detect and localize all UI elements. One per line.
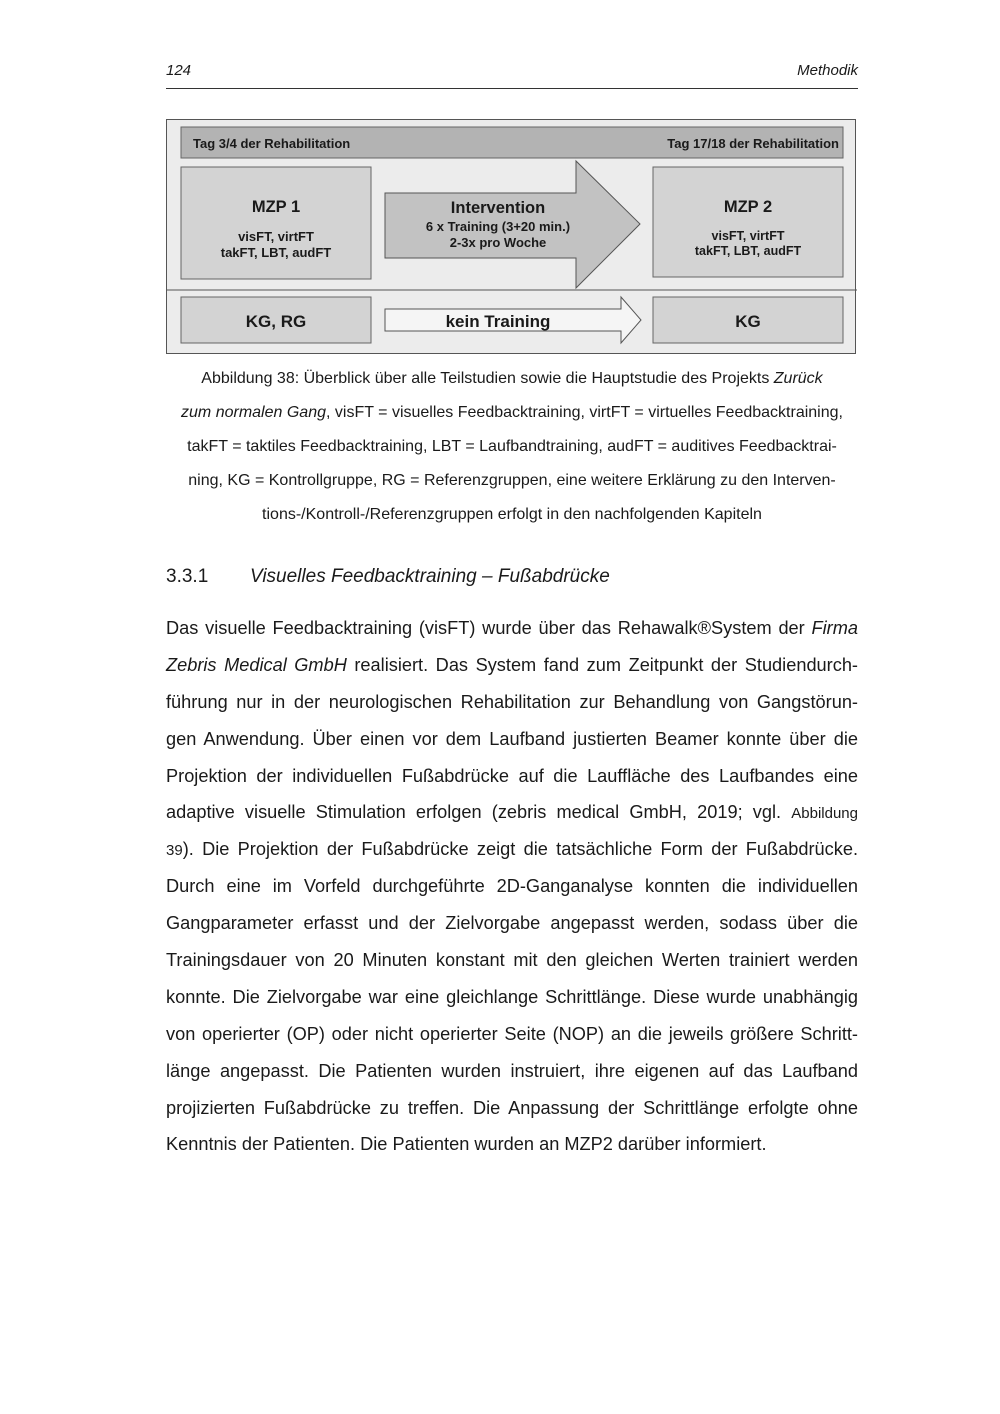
body-line: Gangparameter erfasst und der Zielvorgabe angepasst werden, sodass über die	[166, 913, 858, 934]
body-line	[166, 647, 858, 684]
mzp1-title: MZP 1	[251, 198, 301, 216]
body-paragraph	[166, 610, 858, 1163]
intervention-line2: 2-3x pro Woche	[449, 235, 547, 250]
body-line	[166, 831, 858, 868]
body-line-last: Kenntnis der Patienten. Die Patienten wurden an MZP2 darüber informiert.	[166, 1134, 767, 1155]
mzp1-line1: visFT, virtFT	[238, 229, 314, 244]
body-line: projizierten Fußabdrücke zu treffen. Die Anpassung der Schrittlänge erfolgte ohne	[166, 1097, 858, 1118]
body-line: Trainingsdauer von 20 Minuten konstant mit den gleichen Werten trainiert werden	[166, 950, 858, 971]
caption-text: Abbildung 38: Überblick über alle Teilstudien sowie die Hauptstudie des Projekts	[201, 370, 774, 387]
caption-line	[166, 362, 858, 396]
intervention-title: Intervention	[450, 199, 546, 217]
body-line: länge angepasst. Die Patienten wurden instruiert, ihre eigenen auf das Laufband	[166, 1060, 858, 1081]
kg-label: KG	[735, 312, 761, 331]
mzp2-line1: visFT, virtFT	[711, 229, 785, 243]
caption-text: , visFT = visuelles Feedbacktraining, virtFT = virtuelles Feedbacktraining,	[326, 404, 843, 421]
timeline-end-label: Tag 17/18 der Rehabilitation	[667, 136, 839, 151]
body-italic-text: Firma	[811, 618, 858, 638]
body-line	[166, 794, 858, 831]
body-line: gen Anwendung. Über einen vor dem Laufband justierten Beamer konnte über die	[166, 728, 858, 749]
figure-reference: 39	[166, 842, 183, 860]
caption-italic-text: Zurück	[773, 370, 823, 387]
body-line: konnte. Die Zielvorgabe war eine gleichlange Schrittlänge. Diese wurde unabhängig	[166, 986, 858, 1007]
body-line: von operierter (OP) oder nicht operierter Seite (NOP) an die jeweils größere Schritt-	[166, 1023, 858, 1044]
body-text: Das visuelle Feedbacktraining (visFT) wurde über das Rehawalk®System der	[166, 618, 812, 638]
caption-line: takFT = taktiles Feedbacktraining, LBT = Laufbandtraining, audFT = auditives Feedbacktrai-	[187, 438, 837, 455]
caption-italic-text: zum normalen Gang	[181, 404, 326, 421]
body-text: adaptive visuelle Stimulation erfolgen (zebris medical GmbH, 2019; vgl.	[166, 802, 792, 823]
figure-reference: Abbildung	[791, 805, 858, 823]
mzp1-line2: takFT, LBT, audFT	[220, 245, 332, 260]
mzp2-line2: takFT, LBT, audFT	[694, 244, 802, 258]
caption-line	[166, 396, 858, 430]
kg-rg-label: KG, RG	[245, 312, 307, 331]
study-overview-diagram	[167, 120, 857, 355]
no-training-label: kein Training	[445, 312, 551, 331]
study-overview-figure	[166, 119, 856, 354]
body-text: realisiert. Das System fand zum Zeitpunkt der Studiendurch-	[346, 654, 858, 675]
body-italic-text: Zebris Medical GmbH	[166, 654, 347, 675]
body-text: ). Die Projektion der Fußabdrücke zeigt die tatsächliche Form der Fußabdrücke.	[182, 839, 858, 860]
caption-line: tions-/Kontroll-/Referenzgruppen erfolgt in den nachfolgenden Kapiteln	[262, 506, 762, 523]
section-title: Visuelles Feedbacktraining – Fußabdrücke	[250, 566, 610, 587]
body-line	[166, 610, 858, 647]
body-line: führung nur in der neurologischen Rehabilitation zur Behandlung von Gangstörun-	[166, 691, 858, 712]
page-number: 124	[166, 62, 192, 79]
intervention-line1: 6 x Training (3+20 min.)	[425, 219, 571, 234]
figure-caption	[166, 362, 858, 532]
body-line: Projektion der individuellen Fußabdrücke auf die Lauffläche des Laufbandes eine	[166, 765, 858, 786]
mzp2-title: MZP 2	[723, 198, 773, 216]
section-number: 3.3.1	[166, 566, 209, 587]
running-section-title: Methodik	[797, 62, 858, 79]
page-header	[166, 60, 858, 89]
timeline-start-label: Tag 3/4 der Rehabilitation	[193, 136, 351, 151]
mzp2-box	[653, 167, 843, 277]
mzp1-box	[181, 167, 371, 279]
section-heading	[166, 566, 858, 588]
caption-line: ning, KG = Kontrollgruppe, RG = Referenzgruppen, eine weitere Erklärung zu den Interven-	[188, 472, 836, 489]
body-line: Durch eine im Vorfeld durchgeführte 2D-Ganganalyse konnten die individuellen	[166, 876, 858, 897]
